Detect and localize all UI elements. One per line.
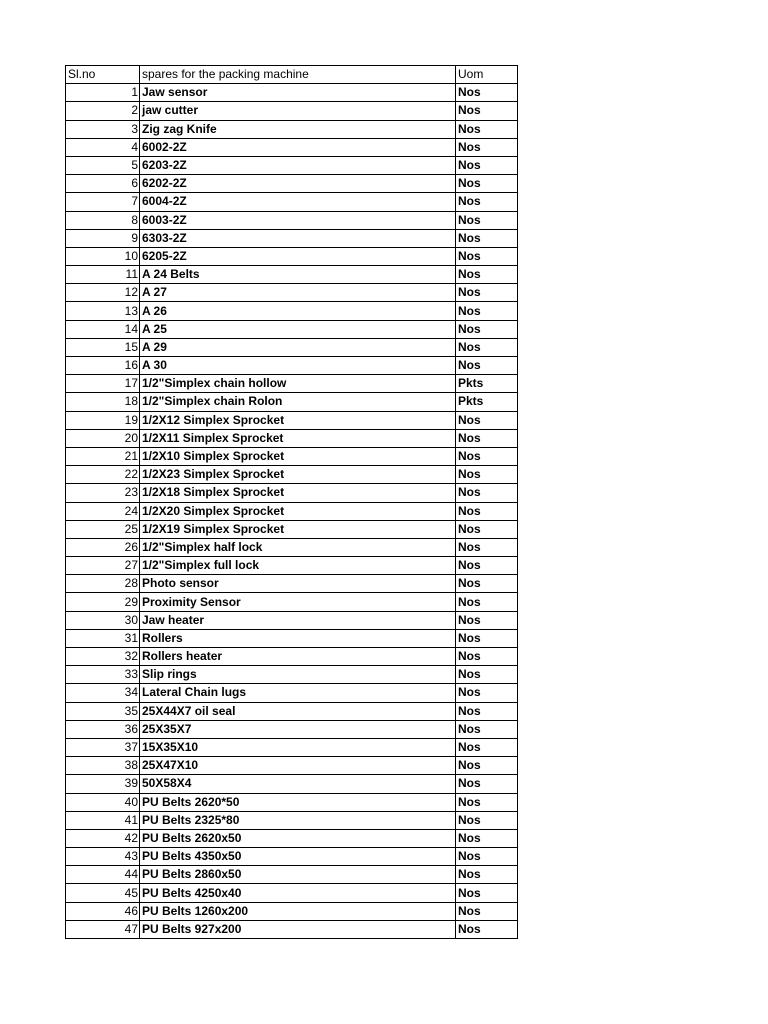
- row-item: Photo sensor: [140, 575, 456, 593]
- row-uom: Nos: [456, 793, 518, 811]
- table-row: [66, 102, 518, 120]
- row-item: 25X44X7 oil seal: [140, 702, 456, 720]
- row-item: A 26: [140, 302, 456, 320]
- row-uom: Nos: [456, 884, 518, 902]
- table-row: [66, 684, 518, 702]
- row-number: 29: [66, 593, 140, 611]
- row-number: 4: [66, 138, 140, 156]
- table-row: [66, 338, 518, 356]
- row-item: Proximity Sensor: [140, 593, 456, 611]
- row-number: 42: [66, 829, 140, 847]
- header-item: spares for the packing machine: [140, 66, 456, 84]
- row-number: 36: [66, 720, 140, 738]
- row-item: 6002-2Z: [140, 138, 456, 156]
- row-uom: Nos: [456, 593, 518, 611]
- table-row: [66, 902, 518, 920]
- row-number: 17: [66, 375, 140, 393]
- row-uom: Nos: [456, 538, 518, 556]
- row-number: 34: [66, 684, 140, 702]
- table-body: [66, 84, 518, 939]
- table-row: [66, 848, 518, 866]
- row-item: PU Belts 4250x40: [140, 884, 456, 902]
- row-uom: Nos: [456, 611, 518, 629]
- row-number: 25: [66, 520, 140, 538]
- row-uom: Nos: [456, 702, 518, 720]
- row-number: 39: [66, 775, 140, 793]
- table-row: [66, 247, 518, 265]
- row-item: Slip rings: [140, 666, 456, 684]
- table-row: [66, 175, 518, 193]
- row-item: Zig zag Knife: [140, 120, 456, 138]
- row-uom: Nos: [456, 247, 518, 265]
- row-number: 15: [66, 338, 140, 356]
- row-item: PU Belts 2860x50: [140, 866, 456, 884]
- row-number: 3: [66, 120, 140, 138]
- row-uom: Nos: [456, 629, 518, 647]
- row-item: A 24 Belts: [140, 266, 456, 284]
- table-row: [66, 793, 518, 811]
- table-row: [66, 629, 518, 647]
- row-uom: Nos: [456, 211, 518, 229]
- row-item: 1/2"Simplex chain Rolon: [140, 393, 456, 411]
- table-row: [66, 829, 518, 847]
- table-row: [66, 611, 518, 629]
- row-uom: Nos: [456, 811, 518, 829]
- row-item: 1/2X18 Simplex Sprocket: [140, 484, 456, 502]
- row-number: 35: [66, 702, 140, 720]
- row-number: 12: [66, 284, 140, 302]
- row-number: 8: [66, 211, 140, 229]
- row-number: 11: [66, 266, 140, 284]
- row-item: 6303-2Z: [140, 229, 456, 247]
- row-item: A 29: [140, 338, 456, 356]
- row-uom: Nos: [456, 848, 518, 866]
- table-row: [66, 811, 518, 829]
- row-number: 27: [66, 557, 140, 575]
- row-uom: Nos: [456, 175, 518, 193]
- row-uom: Pkts: [456, 375, 518, 393]
- table-row: [66, 211, 518, 229]
- table-row: [66, 920, 518, 938]
- row-item: 1/2"Simplex chain hollow: [140, 375, 456, 393]
- row-item: PU Belts 927x200: [140, 920, 456, 938]
- row-uom: Nos: [456, 829, 518, 847]
- row-item: PU Belts 2620x50: [140, 829, 456, 847]
- row-item: 25X35X7: [140, 720, 456, 738]
- row-uom: Nos: [456, 684, 518, 702]
- row-number: 5: [66, 156, 140, 174]
- row-uom: Nos: [456, 357, 518, 375]
- row-number: 19: [66, 411, 140, 429]
- row-uom: Nos: [456, 411, 518, 429]
- table-row: [66, 738, 518, 756]
- table-row: [66, 120, 518, 138]
- table-row: [66, 466, 518, 484]
- table-row: [66, 538, 518, 556]
- row-item: 1/2X19 Simplex Sprocket: [140, 520, 456, 538]
- row-item: 1/2X23 Simplex Sprocket: [140, 466, 456, 484]
- row-item: Lateral Chain lugs: [140, 684, 456, 702]
- table-row: [66, 375, 518, 393]
- row-item: 1/2"Simplex half lock: [140, 538, 456, 556]
- row-number: 1: [66, 84, 140, 102]
- header-row: [66, 66, 518, 84]
- table-row: [66, 193, 518, 211]
- row-number: 37: [66, 738, 140, 756]
- row-item: Rollers heater: [140, 648, 456, 666]
- row-item: 1/2X10 Simplex Sprocket: [140, 447, 456, 465]
- row-number: 28: [66, 575, 140, 593]
- row-number: 41: [66, 811, 140, 829]
- header-uom: Uom: [456, 66, 518, 84]
- table-row: [66, 320, 518, 338]
- row-item: 6003-2Z: [140, 211, 456, 229]
- row-uom: Nos: [456, 920, 518, 938]
- row-uom: Nos: [456, 266, 518, 284]
- row-item: 50X58X4: [140, 775, 456, 793]
- spares-table: [65, 65, 518, 939]
- row-number: 6: [66, 175, 140, 193]
- row-item: 6203-2Z: [140, 156, 456, 174]
- row-uom: Nos: [456, 484, 518, 502]
- row-uom: Nos: [456, 338, 518, 356]
- row-item: jaw cutter: [140, 102, 456, 120]
- row-item: PU Belts 2620*50: [140, 793, 456, 811]
- row-uom: Nos: [456, 720, 518, 738]
- table-row: [66, 447, 518, 465]
- row-uom: Nos: [456, 193, 518, 211]
- row-uom: Nos: [456, 120, 518, 138]
- table-row: [66, 775, 518, 793]
- header-slno: Sl.no: [66, 66, 140, 84]
- table-row: [66, 302, 518, 320]
- row-item: 1/2"Simplex full lock: [140, 557, 456, 575]
- table-row: [66, 866, 518, 884]
- row-item: PU Belts 2325*80: [140, 811, 456, 829]
- row-item: Jaw sensor: [140, 84, 456, 102]
- table-row: [66, 266, 518, 284]
- row-uom: Nos: [456, 738, 518, 756]
- table-row: [66, 884, 518, 902]
- table-row: [66, 138, 518, 156]
- row-uom: Pkts: [456, 393, 518, 411]
- table-row: [66, 666, 518, 684]
- row-number: 46: [66, 902, 140, 920]
- row-item: 1/2X20 Simplex Sprocket: [140, 502, 456, 520]
- row-number: 13: [66, 302, 140, 320]
- table-row: [66, 648, 518, 666]
- row-item: 6202-2Z: [140, 175, 456, 193]
- row-uom: Nos: [456, 557, 518, 575]
- row-number: 26: [66, 538, 140, 556]
- table-row: [66, 284, 518, 302]
- row-number: 45: [66, 884, 140, 902]
- row-uom: Nos: [456, 520, 518, 538]
- table-row: [66, 720, 518, 738]
- table-row: [66, 429, 518, 447]
- row-uom: Nos: [456, 866, 518, 884]
- row-number: 24: [66, 502, 140, 520]
- row-uom: Nos: [456, 302, 518, 320]
- row-item: 6004-2Z: [140, 193, 456, 211]
- row-number: 38: [66, 757, 140, 775]
- row-number: 31: [66, 629, 140, 647]
- row-uom: Nos: [456, 775, 518, 793]
- table-row: [66, 702, 518, 720]
- row-uom: Nos: [456, 666, 518, 684]
- table-row: [66, 411, 518, 429]
- table-row: [66, 484, 518, 502]
- table-row: [66, 229, 518, 247]
- row-uom: Nos: [456, 502, 518, 520]
- row-item: 15X35X10: [140, 738, 456, 756]
- row-uom: Nos: [456, 575, 518, 593]
- row-item: 25X47X10: [140, 757, 456, 775]
- row-number: 33: [66, 666, 140, 684]
- row-number: 9: [66, 229, 140, 247]
- row-uom: Nos: [456, 138, 518, 156]
- row-item: A 25: [140, 320, 456, 338]
- row-uom: Nos: [456, 429, 518, 447]
- table-row: [66, 156, 518, 174]
- row-number: 30: [66, 611, 140, 629]
- table-row: [66, 393, 518, 411]
- table-row: [66, 84, 518, 102]
- row-item: PU Belts 1260x200: [140, 902, 456, 920]
- table-row: [66, 357, 518, 375]
- row-item: 1/2X12 Simplex Sprocket: [140, 411, 456, 429]
- row-uom: Nos: [456, 156, 518, 174]
- row-uom: Nos: [456, 902, 518, 920]
- row-item: Rollers: [140, 629, 456, 647]
- row-number: 18: [66, 393, 140, 411]
- table-row: [66, 757, 518, 775]
- row-number: 2: [66, 102, 140, 120]
- row-item: 1/2X11 Simplex Sprocket: [140, 429, 456, 447]
- row-item: A 30: [140, 357, 456, 375]
- row-uom: Nos: [456, 757, 518, 775]
- row-uom: Nos: [456, 102, 518, 120]
- row-item: 6205-2Z: [140, 247, 456, 265]
- row-number: 44: [66, 866, 140, 884]
- table-row: [66, 520, 518, 538]
- table-row: [66, 502, 518, 520]
- table-row: [66, 593, 518, 611]
- row-item: Jaw heater: [140, 611, 456, 629]
- row-uom: Nos: [456, 447, 518, 465]
- row-number: 43: [66, 848, 140, 866]
- row-uom: Nos: [456, 466, 518, 484]
- row-uom: Nos: [456, 284, 518, 302]
- row-number: 10: [66, 247, 140, 265]
- table-row: [66, 575, 518, 593]
- row-uom: Nos: [456, 320, 518, 338]
- row-uom: Nos: [456, 84, 518, 102]
- row-number: 14: [66, 320, 140, 338]
- row-uom: Nos: [456, 229, 518, 247]
- row-number: 32: [66, 648, 140, 666]
- row-number: 16: [66, 357, 140, 375]
- row-number: 47: [66, 920, 140, 938]
- row-number: 20: [66, 429, 140, 447]
- row-number: 22: [66, 466, 140, 484]
- table-row: [66, 557, 518, 575]
- row-number: 7: [66, 193, 140, 211]
- row-item: A 27: [140, 284, 456, 302]
- row-number: 21: [66, 447, 140, 465]
- row-item: PU Belts 4350x50: [140, 848, 456, 866]
- row-uom: Nos: [456, 648, 518, 666]
- row-number: 23: [66, 484, 140, 502]
- row-number: 40: [66, 793, 140, 811]
